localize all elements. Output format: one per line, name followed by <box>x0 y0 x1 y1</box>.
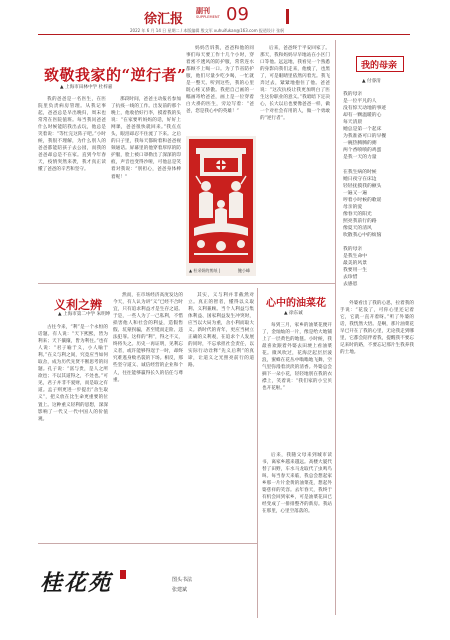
poem-line: 母亲的爱 <box>343 204 363 210</box>
poem-line: 我的母亲 <box>343 247 363 253</box>
article1-col3: 妈妈告诉我，爸爸和他的同事们每天要工作十几个小时，穿着密不透风的防护服，常常连水都顾不上喝一口。为了节省防护服，他们尽量少吃少喝，一忙就是一整天。听到这些，我的心里既心疼又骄傲。我把自己画的一幅画寄给爸爸，画上是一位穿着白大褂的医生，旁边写着：“爸爸，您是我心中的英雄！” <box>186 46 254 115</box>
poem-line: 去珍惜 <box>343 275 358 281</box>
poem-line: 照亮我前行的路 <box>343 218 377 224</box>
header-divider <box>38 34 410 35</box>
poem-line: 每天清晨 <box>343 120 363 126</box>
poem-line: 去感恩 <box>343 282 358 288</box>
article2-col1: 古往今来，“利”是一个永恒的话题。有人说：“天下熙熙，皆为利来；天下攘攘，皆为利往。”也有人说：“君子喻于义，小人喻于利。”在义与利之间，究竟应当如何取舍，成为历代先贤不断思考的问题。孔子说：“富与贵，是人之所欲也；不以其道得之，不处也。”可见，君子并非不爱财，而是取之有道。孟子则更进一步提出“舍生取义”，把义放在比生命更重要的位置上。这种重义轻利的思想，深深影响了一代又一代中国人的价值观。 <box>38 325 108 422</box>
poem-line: 一遍又一遍 <box>343 190 367 196</box>
sidebar-poem <box>343 90 419 290</box>
article3-title: 心中的油菜花 <box>266 298 326 309</box>
poem-line: 吹散我心中的烦恼 <box>343 232 382 238</box>
article3-col3: 外婆看出了我的心思，拉着我的手说：“花没了，可你心里还记着它，它就一直开着呀。”听了外婆的话，我恍然大悟。是啊，那片油菜花早已开在了我的心里，无论我走到哪里，它都会陪伴着我，提醒我不要忘记来时的路，不要忘记那片生我养我的土地。 <box>340 301 414 356</box>
header-ornament <box>286 9 289 24</box>
poem-line: 最美的风景 <box>343 261 367 267</box>
article1-col4: 后来，爸爸终于平安回家了。那天，我和妈妈早早地站在小区门口等他。远远地，我看见一个熟悉的身影向我们走来，他瘦了，也黑了，可是眼睛里依然闪着光。我飞奔过去，紧紧地抱住了他。爸爸说：“这次抗疫让我更加明白了医生这份职业的意义。”我暗暗下定决心，长大以后也要像爸爸一样，做一个对社会有用的人，做一个勇敢的“逆行者”。 <box>260 46 330 122</box>
article3-col2: 后来，我随父母来到城市读书，离家乡越来越远。高楼大厦代替了田野，车水马龙取代了虫鸣鸟叫。每当春天来临，我总会想起家乡那一片片金黄的油菜花，想起外婆慈祥的笑容。去年春天，我终于有机会回到家乡，可是油菜花田已经变成了一排排整齐的新房。我站在那里，心里空落落的。 <box>262 453 332 515</box>
poem-line: 像夏天的清风 <box>343 225 372 231</box>
poem-line: 她日夜守在床边 <box>343 176 377 182</box>
page-number: 09 <box>226 4 249 25</box>
poem-line: 是我一天的力量 <box>343 155 377 161</box>
poem-line: 为我准备可口的早餐 <box>343 134 387 140</box>
poem-line: 哼着小时候的歌谣 <box>343 197 382 203</box>
section-name: 徐汇报 <box>144 12 184 27</box>
poem-line: 是一位平凡的人 <box>343 99 377 105</box>
article2-byline: ▲ 上海市第二中学 朱明坤 <box>58 312 111 317</box>
poem-line: 没有惊天动地的事迹 <box>343 106 387 112</box>
poem-line: 我要用一生 <box>343 268 367 274</box>
poem-line: 像春天的阳光 <box>343 211 372 217</box>
supplement-label: 副刊 <box>196 6 210 15</box>
article2-title: 义利之辨 <box>54 298 103 312</box>
footer-note-2: 张建斌 <box>172 587 188 593</box>
sidebar-divider <box>335 40 336 615</box>
poem-line <box>343 160 419 167</box>
poem-line: 是我生命中 <box>343 254 367 260</box>
poem-line: 两个香喷喷的鸡蛋 <box>343 148 382 154</box>
footer-note-1: 图头书法 <box>172 577 193 583</box>
column-logo <box>40 560 160 610</box>
article2-col2: 然而，在市场经济高度发达的今天，有人认为讲“义”已经不合时宜，只有追求利益才是生存之道。于是，一些人为了一己私利，不惜损害他人和社会的利益，造假售假、坑蒙拐骗，甚至铤而走险、违法犯罪。这样的“利”，得之不义，终将失之。历史一再证明，见利忘义者，或许能够得逞于一时，却终究难逃身败名裂的下场。相反，那些坚守道义、诚信经营的企业和个人，往往能够赢得长久的信任与尊重。 <box>113 293 183 383</box>
section-divider-1 <box>38 283 335 284</box>
article1-col2: 那段时间，爸爸主动报名参加了抗疫一线的工作。出发前的那个晚上，他收拾好行李，摸着我的头说：“在家要听妈妈的话，好好上网课，爸爸很快就回来。”我点点头，眼泪却忍不住流了下来。之后的日子里，我每天都盼着和爸爸视频通话。屏幕里的他穿着厚厚的防护服，脸上被口罩勒出了深深的印痕，声音也变得沙哑，可他总是笑着对我说：“别担心，爸爸身体棒着呢！” <box>111 97 181 180</box>
article3-col1: 每到三月，家乡的油菜花便开了，金灿灿的一片，像是给大地铺上了一层黄色的地毯。小时候，我最喜欢跟着外婆去田埂上看油菜花。微风吹过，花海泛起层层波浪，蜜蜂在花丛中嗡嗡地飞舞，空气里弥漫着淡淡的清香。外婆总会摘下一朵小花，轻轻地别在我的衣襟上，笑着说：“我们家的小宝贝也开花啦。” <box>262 323 332 392</box>
poem-line: 我的母亲 <box>343 92 363 97</box>
column-name: 桂花苑 <box>40 570 113 596</box>
illustration-credit: 鲍小峰 <box>238 268 250 273</box>
illustration-caption: ▲ 杜采妍的剪纸 | <box>189 268 220 273</box>
poem-line <box>343 238 419 245</box>
article1-byline: ▲ 上海市田林中学 杜梓嘉 <box>60 85 113 90</box>
masthead <box>130 4 320 38</box>
supplement-english: SUPPLEMENT <box>196 15 220 19</box>
column-seal <box>120 570 126 579</box>
poem-line: 轻轻抚摸我的额头 <box>343 183 382 189</box>
poem-line: 她总是第一个起床 <box>343 127 382 133</box>
papercut-image <box>186 136 256 276</box>
article2-col3: 其实，义与利并非截然对立。真正的智者，懂得以义取利、义利兼顾。当个人利益与集体利益、国家利益发生冲突时，应当以大局为重，舍小利而取大义。新时代的青年，更应当树立正确的义利观，在追求个人发展的同时，不忘承担社会责任，以实际行动诠释“先义后利”的真谛，让道义之光照亮前行的道路。 <box>188 293 254 369</box>
article3-divider <box>257 288 258 618</box>
sidebar-heading: 我的母亲 <box>361 61 398 71</box>
header-info: 2022 年 6 月 14 日 星期二 / 本版编辑 殷文军 xuhuifukan@163.com 报道设计 张舸 <box>130 28 285 33</box>
poem-line: 一碗热腾腾的粥 <box>343 141 377 147</box>
article3-byline: ▲ 徐东诚 <box>284 311 303 316</box>
article1-col1: 我的爸爸是一名医生，在医院里负责病房管理。从我记事起，爸爸总是早出晚归，周末也常常在医院值班。每当我问爸爸什么时候能陪我出去玩，他总是笑着说：“等忙完这阵子吧。”小时候，我很不理解，为什么别人的爸爸都能陪孩子去公园，而我的爸爸却总是不在家。直到今年春天，疫情突然来袭，我才真正读懂了爸爸的辛苦和坚守。 <box>38 97 106 173</box>
section-divider-2 <box>38 543 257 544</box>
sidebar-byline: ▲ 付睿清 <box>362 79 381 84</box>
article1-title: 致敬我家的“逆行者” <box>44 66 187 84</box>
poem-line: 在我生病的时候 <box>343 169 377 175</box>
poem-line: 却有一颗温暖的心 <box>343 113 382 119</box>
